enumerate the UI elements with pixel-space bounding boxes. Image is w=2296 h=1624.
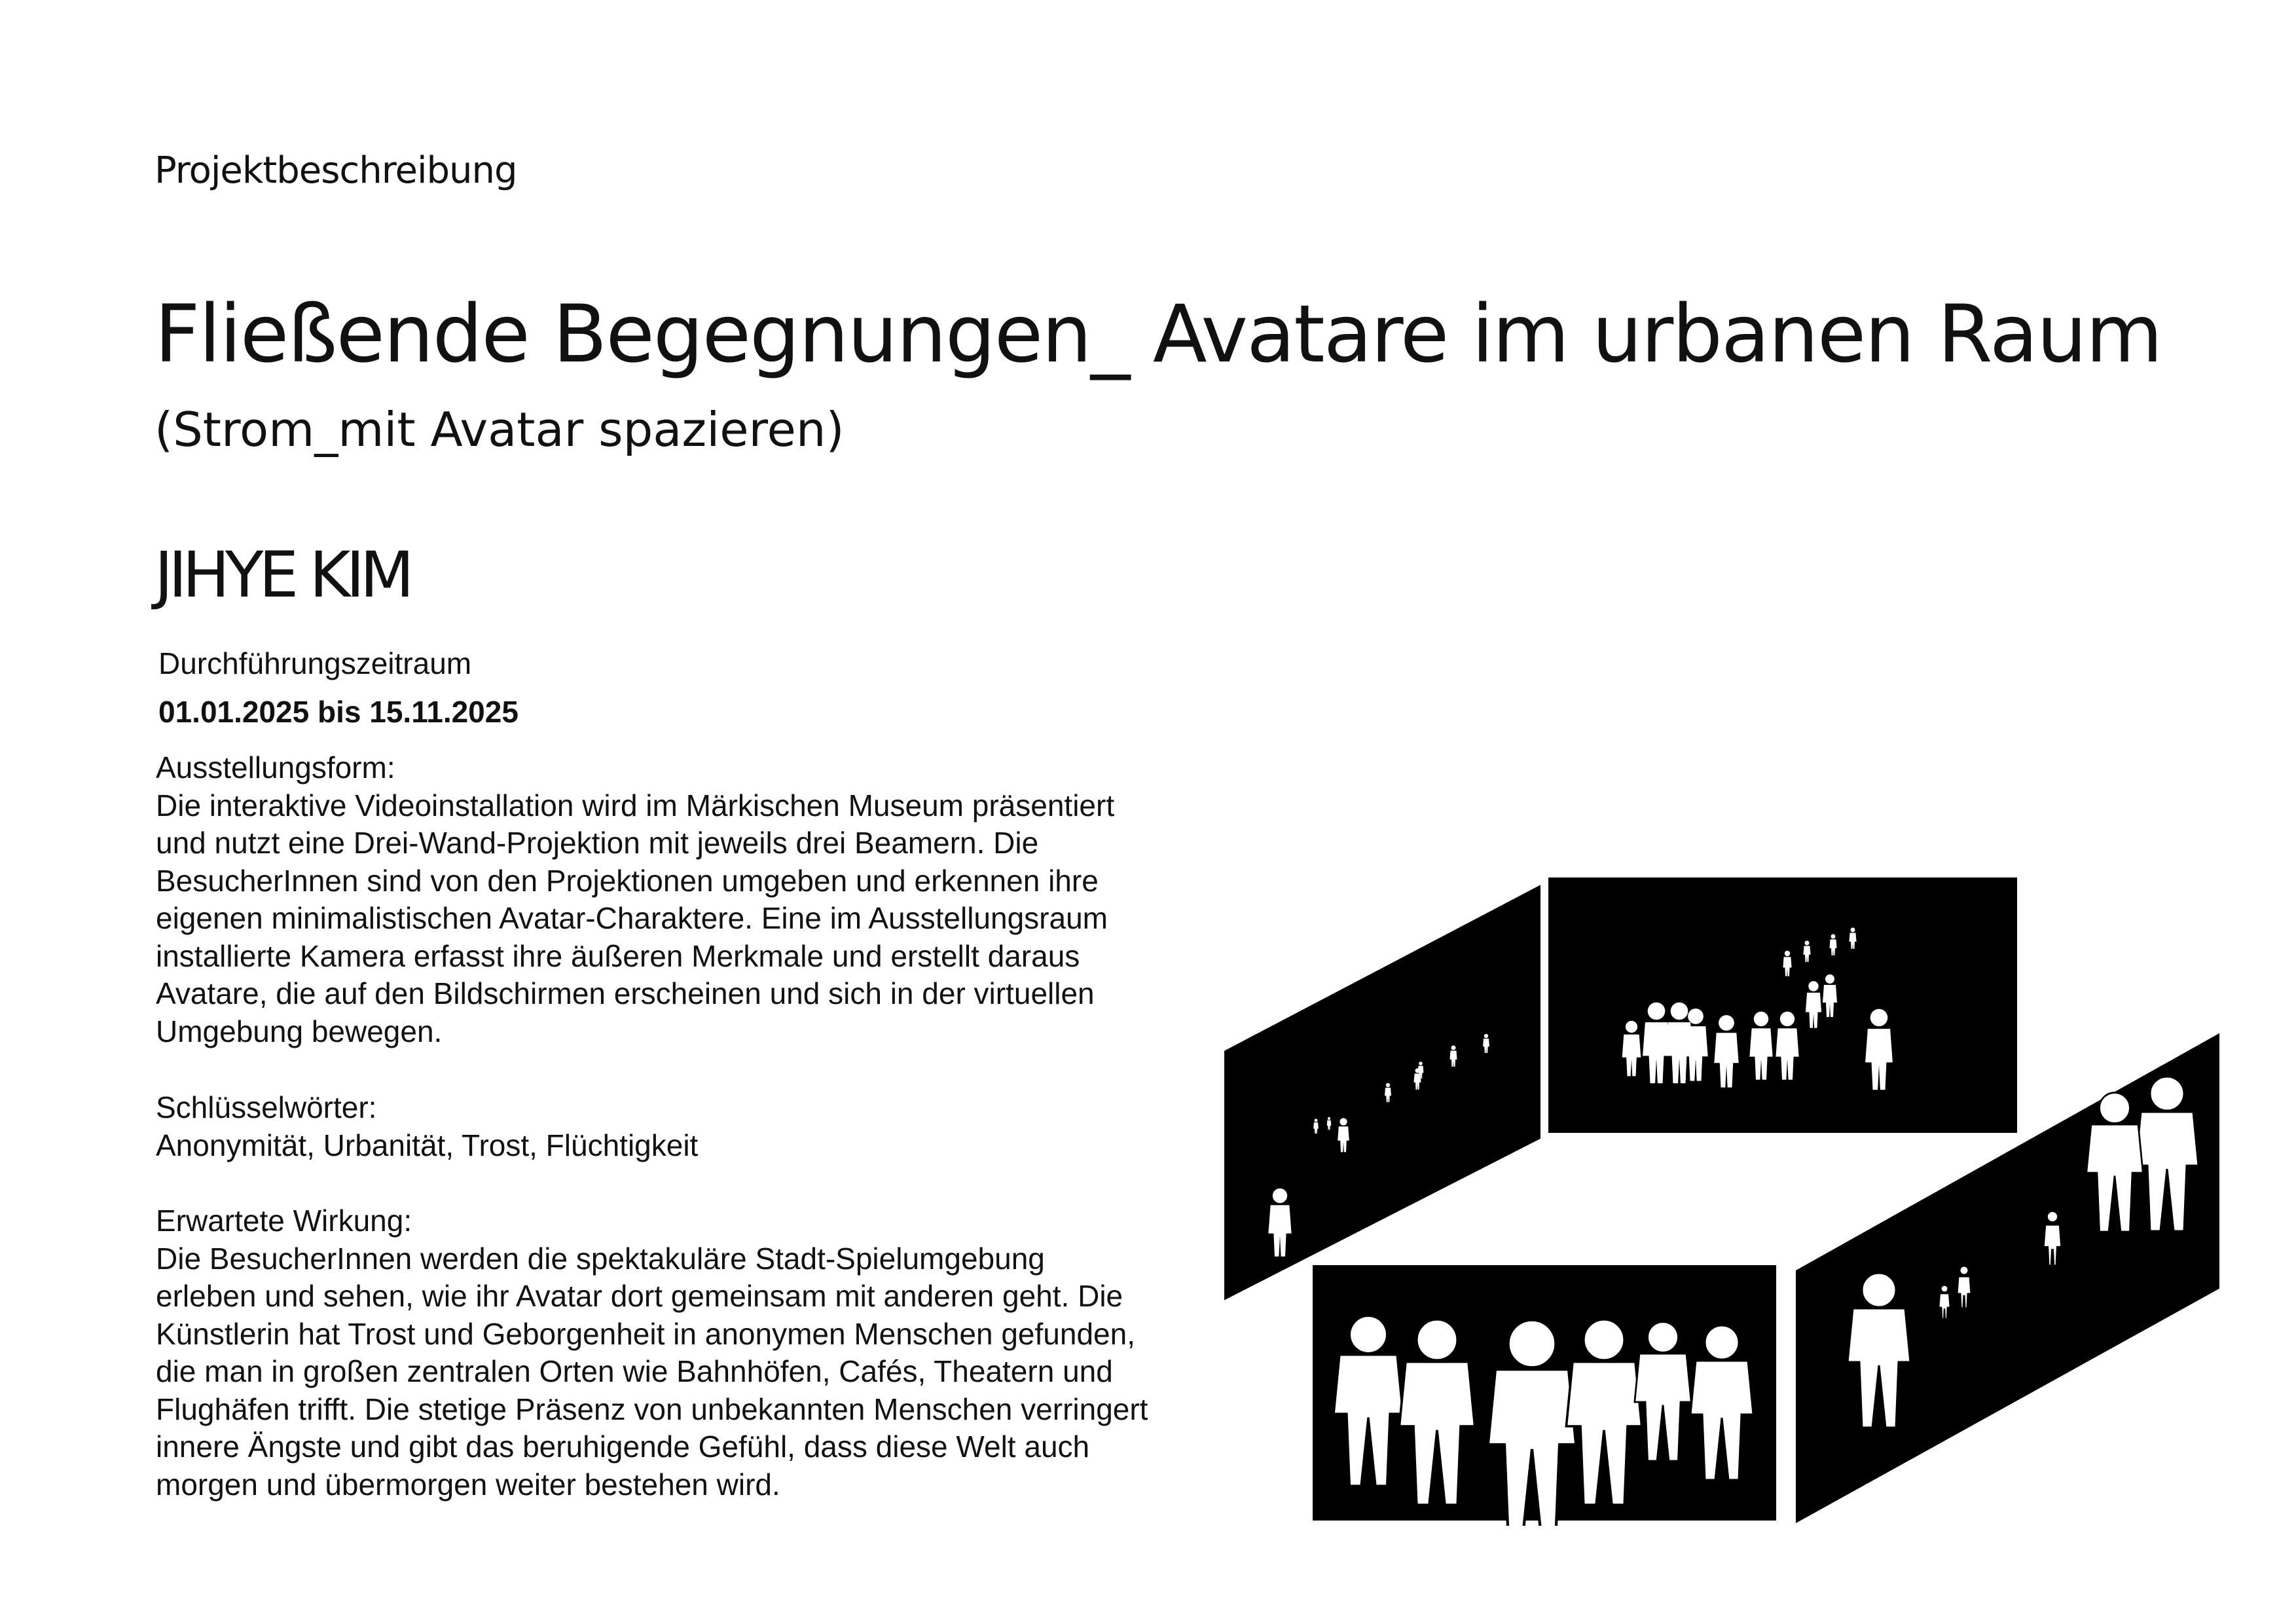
project-title: Fließende Begegnungen_ Avatare im urbanen Raum (155, 288, 2162, 380)
effect-section (156, 1202, 1243, 1504)
document-kicker: Projektbeschreibung (155, 149, 517, 192)
effect-line: Flughäfen trifft. Die stetige Präsenz von unbekannten Menschen verringert (156, 1392, 1148, 1426)
period-label: Durchführungszeitraum (158, 646, 472, 680)
period-value: 01.01.2025 bis 15.11.2025 (158, 695, 519, 729)
project-subtitle: (Strom_mit Avatar spazieren) (155, 402, 845, 457)
exhibition-line: BesucherInnen sind von den Projektionen umgeben und erkennen ihre (156, 863, 1099, 898)
keywords-text: Anonymität, Urbanität, Trost, Flüchtigkeit (156, 1128, 699, 1162)
exhibition-heading: Ausstellungsform: (156, 750, 395, 784)
exhibition-line: und nutzt eine Drei-Wand-Projektion mit jeweils drei Beamern. Die (156, 826, 1039, 860)
effect-line: innere Ängste und gibt das beruhigende Gefühl, dass diese Welt auch (156, 1430, 1090, 1464)
exhibition-line: eigenen minimalistischen Avatar-Charaktere. Eine im Ausstellungsraum (156, 901, 1108, 935)
exhibition-line: Avatare, die auf den Bildschirmen erscheinen und sich in der virtuellen (156, 976, 1095, 1010)
back-projection-panel (1548, 877, 2017, 1133)
left-projection-panel (1224, 883, 1542, 1308)
author-name: JIHYE KIM (155, 538, 410, 612)
effect-line: Künstlerin hat Trost und Geborgenheit in anonymen Menschen gefunden, (156, 1316, 1135, 1351)
effect-line: die man in großen zentralen Orten wie Bahnhöfen, Cafés, Theatern und (156, 1354, 1113, 1388)
exhibition-section (156, 749, 1243, 1050)
effect-heading: Erwartete Wirkung: (156, 1204, 412, 1238)
exhibition-line: Die interaktive Videoinstallation wird im Märkischen Museum präsentiert (156, 788, 1115, 822)
projection-installation-illustration (1224, 871, 2219, 1526)
keywords-section (156, 1089, 1243, 1164)
effect-line: morgen und übermorgen weiter bestehen wird. (156, 1467, 780, 1502)
exhibition-line: installierte Kamera erfasst ihre äußeren Merkmale und erstellt daraus (156, 938, 1080, 973)
front-projection-panel (1313, 1265, 1776, 1526)
effect-line: erleben und sehen, wie ihr Avatar dort gemeinsam mit anderen geht. Die (156, 1279, 1123, 1313)
effect-line: Die BesucherInnen werden die spektakuläre Stadt-Spielumgebung (156, 1241, 1045, 1276)
keywords-heading: Schlüsselwörter: (156, 1090, 377, 1124)
exhibition-line: Umgebung bewegen. (156, 1014, 443, 1048)
